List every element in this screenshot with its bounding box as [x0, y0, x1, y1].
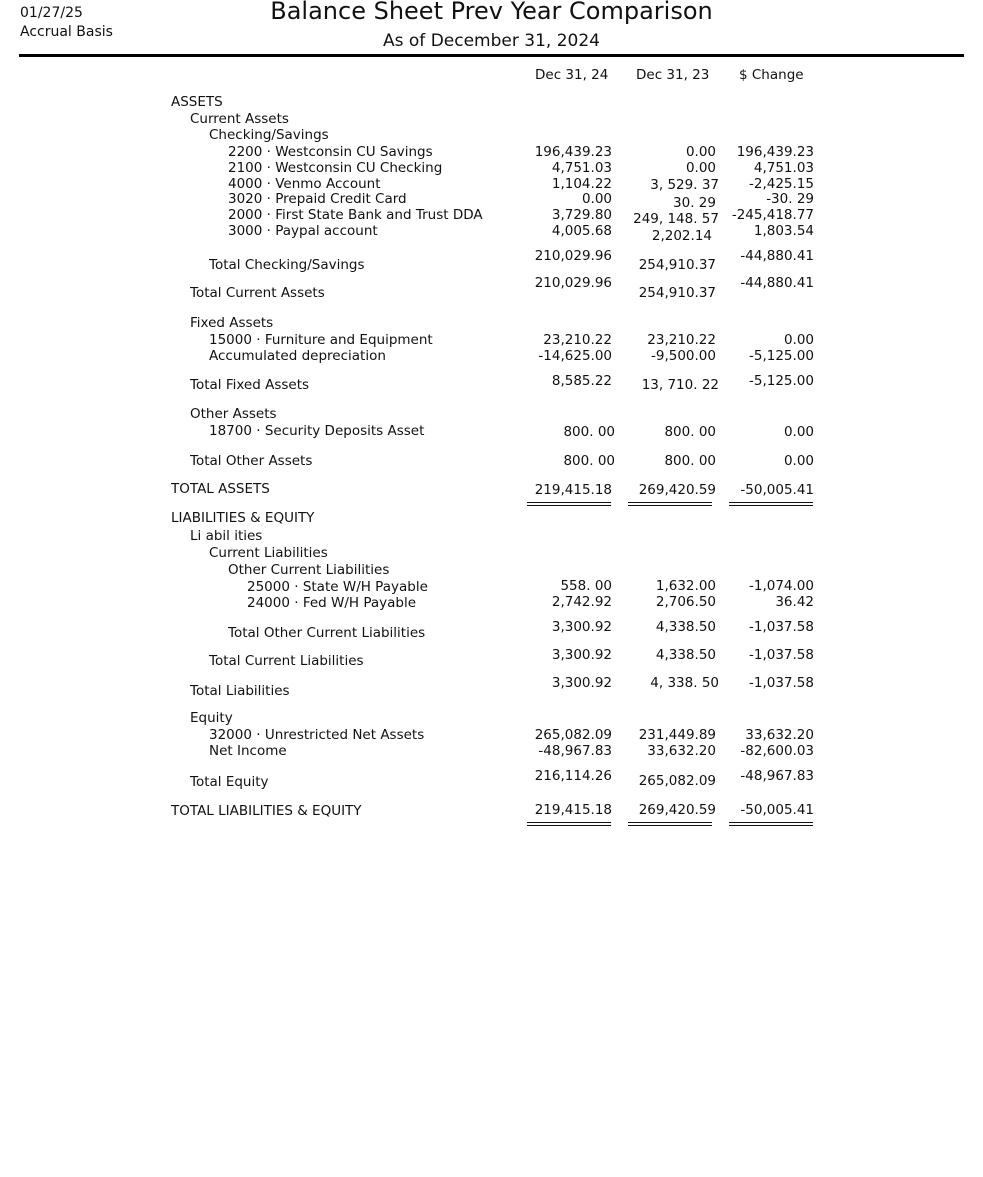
- row-value-col-0: 265,082.09: [534, 727, 612, 743]
- row-label-account: 3000 · Paypal account: [228, 223, 378, 239]
- row-value-col-0: 3,729.80: [551, 207, 612, 223]
- row-value-col-1: 3, 529. 37: [650, 177, 719, 193]
- row-value-col-0: -48,967.83: [538, 743, 612, 759]
- row-label-account: 3020 · Prepaid Credit Card: [228, 191, 407, 207]
- row-value-col-1: 254,910.37: [638, 257, 716, 273]
- grand-total-double-underline: [729, 502, 813, 506]
- row-value-col-2: 33,632.20: [745, 727, 814, 743]
- grand-total-double-underline: [729, 822, 813, 826]
- row-label-account: 15000 · Furniture and Equipment: [209, 332, 433, 348]
- row-value-col-0: 219,415.18: [534, 482, 612, 498]
- row-value-col-0: 4,005.68: [551, 223, 612, 239]
- row-value-col-2: -50,005.41: [740, 482, 814, 498]
- row-label-account: 24000 · Fed W/H Payable: [247, 595, 417, 611]
- row-value-col-2: -245,418.77: [731, 207, 814, 223]
- row-label-section: LIABILITIES & EQUITY: [171, 510, 315, 526]
- row-value-col-0: 4,751.03: [551, 160, 612, 176]
- row-value-col-1: 4, 338. 50: [650, 675, 719, 691]
- row-value-col-1: 1,632.00: [655, 578, 716, 594]
- row-value-col-1: -9,500.00: [651, 348, 716, 364]
- grand-total-double-underline: [628, 502, 712, 506]
- row-value-col-1: 800. 00: [664, 453, 716, 469]
- row-value-col-1: 231,449.89: [638, 727, 716, 743]
- row-label-account: 2000 · First State Bank and Trust DDA: [228, 207, 483, 223]
- row-label-total: Total Checking/Savings: [209, 257, 365, 273]
- row-label-section: Other Assets: [190, 406, 277, 422]
- row-value-col-0: 3,300.92: [551, 647, 612, 663]
- row-label-total: Total Fixed Assets: [190, 377, 310, 393]
- row-label-section: Current Liabilities: [209, 545, 328, 561]
- row-label-section: Other Current Liabilities: [228, 562, 390, 578]
- row-value-col-1: 0.00: [685, 160, 716, 176]
- row-value-col-2: -1,037.58: [749, 619, 814, 635]
- row-value-col-0: 1,104.22: [551, 176, 612, 192]
- report-date: 01/27/25: [20, 5, 83, 21]
- row-label-grand: TOTAL ASSETS: [171, 481, 270, 497]
- column-header-change: $ Change: [739, 67, 804, 83]
- row-value-col-2: -82,600.03: [740, 743, 814, 759]
- row-label-account: Net Income: [209, 743, 287, 759]
- row-value-col-1: 269,420.59: [638, 802, 716, 818]
- row-value-col-0: 196,439.23: [534, 144, 612, 160]
- row-value-col-2: -1,074.00: [749, 578, 814, 594]
- row-value-col-0: 800. 00: [563, 453, 615, 469]
- row-value-col-0: 23,210.22: [543, 332, 612, 348]
- row-label-account: 4000 · Venmo Account: [228, 176, 381, 192]
- row-label-account: 32000 · Unrestricted Net Assets: [209, 727, 425, 743]
- row-value-col-2: 0.00: [783, 332, 814, 348]
- row-label-section: Current Assets: [190, 111, 289, 127]
- row-label-total: Total Liabilities: [190, 683, 290, 699]
- row-value-col-2: -44,880.41: [740, 248, 814, 264]
- row-label-section: Checking/Savings: [209, 127, 329, 143]
- row-value-col-2: 0.00: [783, 453, 814, 469]
- row-label-account: 2200 · Westconsin CU Savings: [228, 144, 433, 160]
- row-label-section: ASSETS: [171, 94, 223, 110]
- row-value-col-0: 2,742.92: [551, 594, 612, 610]
- row-value-col-0: 558. 00: [560, 578, 612, 594]
- row-value-col-0: -14,625.00: [538, 348, 612, 364]
- row-value-col-1: 4,338.50: [655, 647, 716, 663]
- column-header-dec-31-24: Dec 31, 24: [535, 67, 609, 83]
- row-value-col-1: 33,632.20: [647, 743, 716, 759]
- row-value-col-1: 30. 29: [673, 195, 716, 211]
- row-value-col-2: -5,125.00: [749, 373, 814, 389]
- grand-total-double-underline: [527, 502, 611, 506]
- row-label-section: Li abil ities: [190, 528, 263, 544]
- row-value-col-1: 0.00: [685, 144, 716, 160]
- row-label-account: 18700 · Security Deposits Asset: [209, 423, 425, 439]
- row-value-col-2: 0.00: [783, 424, 814, 440]
- row-value-col-1: 249, 148. 57: [633, 211, 719, 227]
- row-value-col-2: -1,037.58: [749, 647, 814, 663]
- grand-total-double-underline: [628, 822, 712, 826]
- row-label-total: Total Other Assets: [190, 453, 313, 469]
- row-value-col-2: -48,967.83: [740, 768, 814, 784]
- row-value-col-2: 196,439.23: [736, 144, 814, 160]
- row-label-total: Total Other Current Liabilities: [228, 625, 426, 641]
- row-value-col-0: 3,300.92: [551, 619, 612, 635]
- row-label-section: Equity: [190, 710, 233, 726]
- row-value-col-2: 4,751.03: [753, 160, 814, 176]
- row-value-col-1: 254,910.37: [638, 285, 716, 301]
- row-value-col-1: 2,706.50: [655, 594, 716, 610]
- row-value-col-2: -50,005.41: [740, 802, 814, 818]
- row-value-col-2: -1,037.58: [749, 675, 814, 691]
- report-subtitle: As of December 31, 2024: [383, 31, 600, 51]
- report-title: Balance Sheet Prev Year Comparison: [270, 0, 713, 25]
- row-label-section: Fixed Assets: [190, 315, 274, 331]
- row-label-account: 2100 · Westconsin CU Checking: [228, 160, 443, 176]
- row-value-col-0: 216,114.26: [534, 768, 612, 784]
- row-value-col-1: 2,202.14: [651, 228, 712, 244]
- row-label-account: 25000 · State W/H Payable: [247, 579, 428, 595]
- row-value-col-0: 0.00: [581, 191, 612, 207]
- row-value-col-2: 1,803.54: [753, 223, 814, 239]
- row-label-grand: TOTAL LIABILITIES & EQUITY: [171, 803, 362, 819]
- row-value-col-1: 265,082.09: [638, 773, 716, 789]
- row-value-col-2: -5,125.00: [749, 348, 814, 364]
- row-label-account: Accumulated depreciation: [209, 348, 386, 364]
- row-value-col-0: 3,300.92: [551, 675, 612, 691]
- row-value-col-2: -2,425.15: [749, 176, 814, 192]
- row-value-col-0: 210,029.96: [534, 275, 612, 291]
- row-label-total: Total Current Assets: [190, 285, 325, 301]
- row-value-col-1: 269,420.59: [638, 482, 716, 498]
- row-value-col-0: 800. 00: [563, 424, 615, 440]
- row-value-col-2: 36.42: [775, 594, 814, 610]
- column-header-dec-31-23: Dec 31, 23: [636, 67, 710, 83]
- row-value-col-1: 800. 00: [664, 424, 716, 440]
- row-value-col-1: 23,210.22: [647, 332, 716, 348]
- row-value-col-2: -30. 29: [766, 191, 814, 207]
- row-label-total: Total Current Liabilities: [209, 653, 364, 669]
- row-value-col-2: -44,880.41: [740, 275, 814, 291]
- grand-total-double-underline: [527, 822, 611, 826]
- row-value-col-1: 4,338.50: [655, 619, 716, 635]
- row-label-total: Total Equity: [190, 774, 269, 790]
- row-value-col-0: 210,029.96: [534, 248, 612, 264]
- report-basis: Accrual Basis: [20, 24, 113, 40]
- row-value-col-1: 13, 710. 22: [641, 377, 719, 393]
- row-value-col-0: 8,585.22: [551, 373, 612, 389]
- row-value-col-0: 219,415.18: [534, 802, 612, 818]
